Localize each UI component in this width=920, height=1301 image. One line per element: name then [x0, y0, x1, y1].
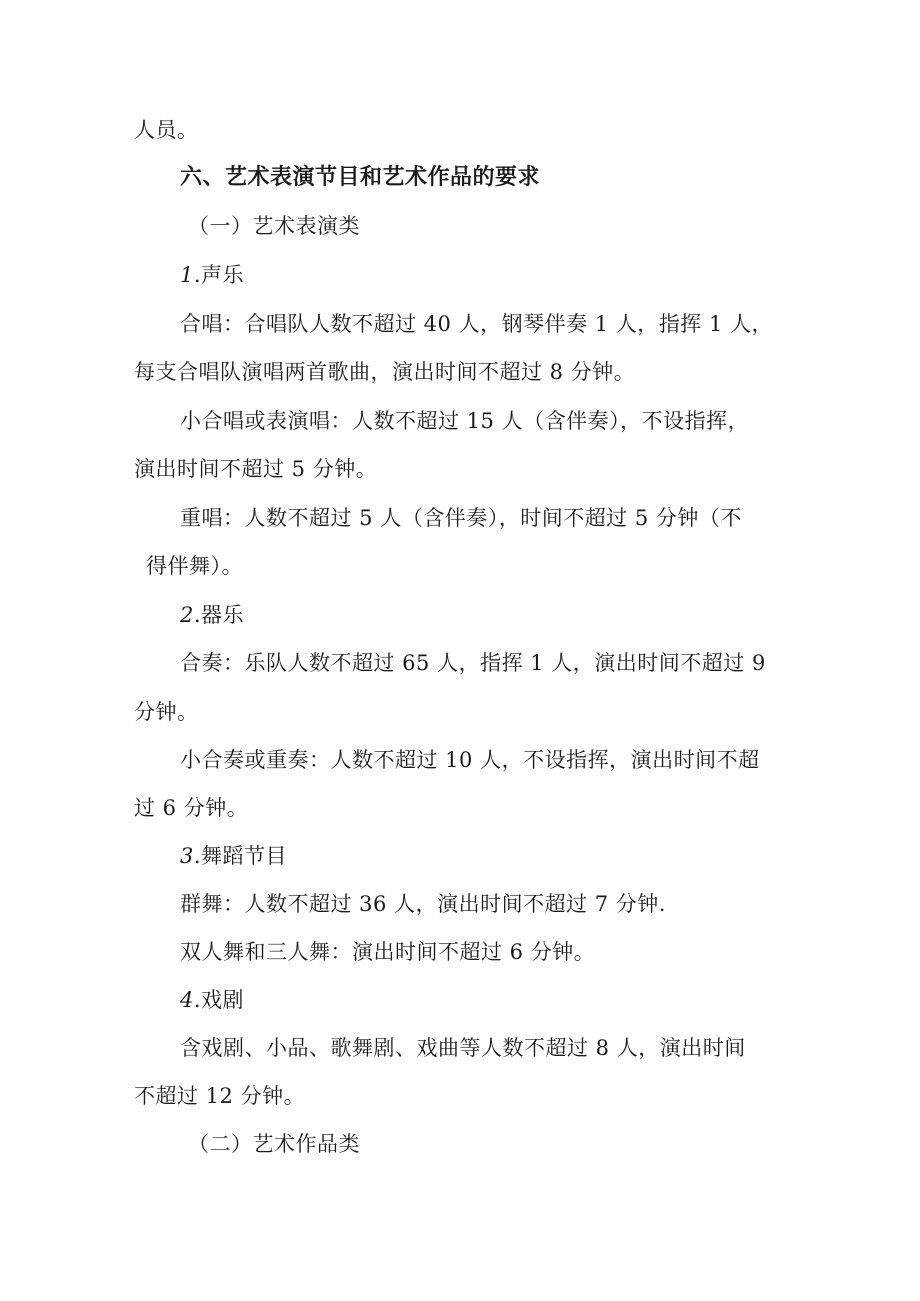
- paragraph-line: 不超过 12 分钟。: [134, 1084, 306, 1108]
- paragraph-line: 过 6 分钟。: [134, 796, 249, 820]
- subsection-heading: （一）艺术表演类: [188, 214, 360, 238]
- item-heading: [180, 842, 287, 870]
- paragraph-line: 每支合唱队演唱两首歌曲，演出时间不超过 8 分钟。: [134, 360, 636, 384]
- paragraph-line: 小合奏或重奏：人数不超过 10 人，不设指挥，演出时间不超: [180, 748, 760, 772]
- item-heading: [180, 601, 244, 629]
- paragraph-continuation: 人员。: [134, 118, 199, 142]
- paragraph-line: 双人舞和三人舞：演出时间不超过 6 分钟。: [180, 940, 596, 964]
- paragraph-line: 合奏：乐队人数不超过 65 人，指挥 1 人，演出时间不超过 9: [180, 651, 766, 675]
- paragraph-line: 得伴舞）。: [146, 554, 243, 578]
- paragraph-line: 重唱：人数不超过 5 人（含伴奏），时间不超过 5 分钟（不: [180, 506, 742, 530]
- item-number: 3: [180, 844, 194, 868]
- paragraph-line: 小合唱或表演唱：人数不超过 15 人（含伴奏），不设指挥，: [180, 409, 750, 433]
- paragraph-line: 分钟。: [134, 700, 199, 724]
- item-number: 1: [180, 263, 194, 287]
- paragraph-line: 合唱：合唱队人数不超过 40 人，钢琴伴奏 1 人，指挥 1 人，: [180, 312, 773, 336]
- item-title: .戏剧: [193, 988, 245, 1012]
- paragraph-line: 演出时间不超过 5 分钟。: [134, 457, 378, 481]
- item-number: 2: [180, 603, 194, 627]
- item-title: .舞蹈节目: [193, 844, 288, 868]
- section-heading: 六、艺术表演节目和艺术作品的要求: [180, 165, 541, 190]
- item-title: .器乐: [193, 603, 245, 627]
- item-number: 4: [180, 988, 194, 1012]
- subsection-heading: （二）艺术作品类: [188, 1132, 360, 1156]
- paragraph-line: 群舞：人数不超过 36 人，演出时间不超过 7 分钟.: [180, 892, 666, 916]
- item-title: .声乐: [193, 263, 245, 287]
- paragraph-line: 含戏剧、小品、歌舞剧、戏曲等人数不超过 8 人，演出时间: [180, 1036, 746, 1060]
- item-heading: [180, 986, 244, 1014]
- item-heading: [180, 261, 244, 289]
